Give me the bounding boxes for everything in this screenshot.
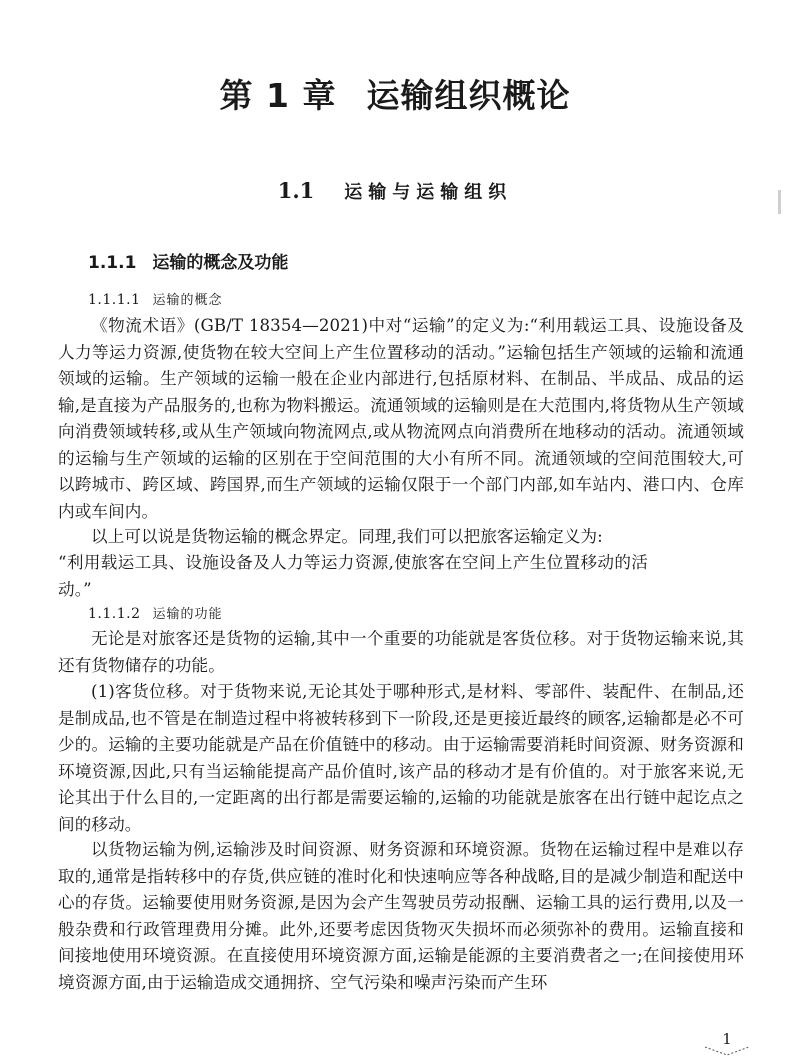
section-number: 1.1	[277, 178, 315, 203]
paragraph-resources: 以货物运输为例,运输涉及时间资源、财务资源和环境资源。货物在运输过程中是难以存取的,通常是指转移中的存货,供应链的准时化和快速响应等各种战略,目的是减少制造和配送中心的存货。运输要使用财务资源,是因为会产生驾驶员劳动报酬、运输工具的运行费用,以及一般杂费和行政管理费用分摊。此外,还要考虑因货物灭失损坏而必须弥补的费用。运输直接和间接地使用环境资源。在直接使用环境资源方面,运输是能源的主要消费者之一;在间接使用环境资源方面,由于运输造成交通拥挤、空气污染和噪声污染而产生环	[58, 840, 744, 992]
paragraph-function-intro: 无论是对旅客还是货物的运输,其中一个重要的功能就是客货位移。对于货物运输来说,其还有货物储存的功能。	[58, 629, 744, 675]
page-number-ornament-icon	[703, 1045, 751, 1057]
chapter-number: 第 1 章	[219, 76, 337, 115]
section-title	[0, 178, 790, 204]
subsubsection-number: 1.1.1.2	[88, 606, 141, 622]
paragraph-passenger-intro: 以上可以说是货物运输的概念界定。同理,我们可以把旅客运输定义为:	[91, 527, 603, 546]
subsection-title: 运输的概念及功能	[152, 253, 289, 273]
subsection-heading	[88, 248, 288, 273]
paragraph-displacement: (1)客货位移。对于货物来说,无论其处于哪种形式,是材料、零部件、装配件、在制品,还是制成品,也不管是在制造过程中将被转移到下一阶段,还是更接近最终的顾客,运输都是必不可少的。运输的主要功能就是产品在价值链中的移动。由于运输需要消耗时间资源、财务资源和环境资源,因此,只有当运输能提高产品价值时,该产品的移动才是有价值的。对于旅客来说,无论其出于什么目的,一定距离的出行都是需要运输的,运输的功能就是旅客在出行链中起讫点之间的移动。	[58, 682, 744, 834]
page-edge-mark	[778, 190, 781, 214]
page-number: 1	[722, 1030, 732, 1048]
section-name: 运输与运输组织	[344, 182, 513, 203]
chapter-title	[0, 70, 790, 117]
subsubsection-heading-2	[88, 603, 223, 622]
subsection-number: 1.1.1	[88, 253, 137, 273]
paragraph-passenger-definition: “利用载运工具、设施设备及人力等运力资源,使旅客在空间上产生位置移动的活动。”	[58, 553, 648, 599]
subsubsection-heading-1	[88, 289, 223, 308]
paragraph-definition: 《物流术语》(GB/T 18354—2021)中对“运输”的定义为:“利用载运工具、设施设备及人力等运力资源,使货物在较大空间上产生位置移动的活动。”运输包括生产领域的运输和流通领域的运输。生产领域的运输一般在企业内部进行,包括原材料、在制品、半成品、成品的运输,是直接为产品服务的,也称为物料搬运。流通领域的运输则是在大范围内,将货物从生产领域向消费领域转移,或从生产领域向物流网点,或从物流网点向消费所在地移动的活动。流通领域的运输与生产领域的运输的区别在于空间范围的大小有所不同。流通领域的空间范围较大,可以跨城市、跨区域、跨国界,而生产领域的运输仅限于一个部门内部,如车站内、港口内、仓库内或车间内。	[58, 316, 744, 521]
subsubsection-title: 运输的概念	[152, 293, 223, 308]
subsubsection-title: 运输的功能	[152, 607, 223, 622]
chapter-name: 运输组织概论	[366, 76, 571, 115]
subsubsection-number: 1.1.1.1	[88, 292, 141, 308]
